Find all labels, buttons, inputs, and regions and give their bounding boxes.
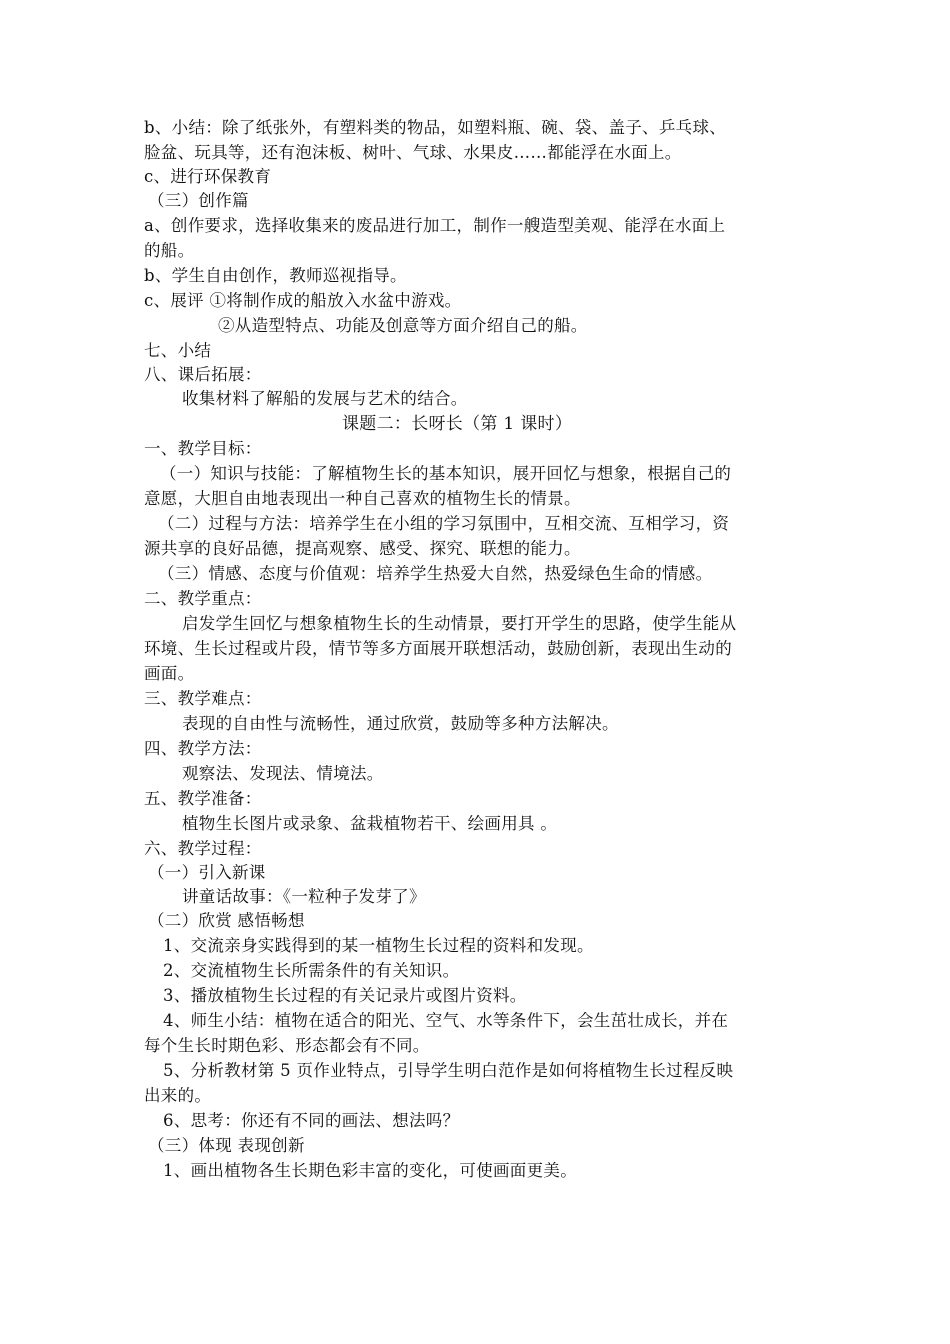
text-line: 1、交流亲身实践得到的某一植物生长过程的资料和发现。 <box>163 936 594 955</box>
section-heading: 七、小结 <box>144 341 212 360</box>
text-line: c、展评 ①将制作成的船放入水盆中游戏。 <box>144 291 462 310</box>
section-heading: 五、教学准备： <box>144 789 262 808</box>
text-line: ②从造型特点、功能及创意等方面介绍自己的船。 <box>218 316 588 335</box>
text-line: 1、画出植物各生长期色彩丰富的变化，可使画面更美。 <box>163 1161 577 1180</box>
section-heading: 三、教学难点： <box>144 689 262 708</box>
text-line: （三）情感、态度与价值观：培养学生热爱大自然，热爱绿色生命的情感。 <box>158 564 713 583</box>
text-line: 每个生长时期色彩、形态都会有不同。 <box>144 1036 430 1055</box>
text-line: 画面。 <box>144 664 195 683</box>
text-line: 2、交流植物生长所需条件的有关知识。 <box>163 961 460 980</box>
text-line: 4、师生小结：植物在适合的阳光、空气、水等条件下，会生茁壮成长，并在 <box>163 1011 729 1030</box>
text-line: 5、分析教材第 5 页作业特点，引导学生明白范作是如何将植物生长过程反映 <box>163 1061 734 1080</box>
text-line: 环境、生长过程或片段，情节等多方面展开联想活动，鼓励创新，表现出生动的 <box>144 639 732 658</box>
section-heading: 八、课后拓展： <box>144 365 262 384</box>
section-heading: （三）创作篇 <box>148 191 249 210</box>
text-line: （三）体现 表现创新 <box>148 1136 305 1155</box>
text-line: 讲童话故事：《一粒种子发芽了》 <box>182 887 426 906</box>
text-line: a、创作要求，选择收集来的废品进行加工，制作一艘造型美观、能浮在水面上 <box>144 216 726 235</box>
text-line: （一）知识与技能：了解植物生长的基本知识，展开回忆与想象，根据自己的 <box>160 464 732 483</box>
text-line: b、小结：除了纸张外，有塑料类的物品，如塑料瓶、碗、袋、盖子、乒乓球、 <box>144 118 727 137</box>
section-heading: 六、教学过程： <box>144 839 262 858</box>
text-line: 植物生长图片或录象、盆栽植物若干、绘画用具 。 <box>182 814 558 833</box>
text-line: 启发学生回忆与想象植物生长的生动情景，要打开学生的思路，使学生能从 <box>182 614 737 633</box>
text-line: （二）过程与方法：培养学生在小组的学习氛围中，互相交流、互相学习，资 <box>158 514 730 533</box>
text-line: 观察法、发现法、情境法。 <box>182 764 384 783</box>
text-line: 表现的自由性与流畅性，通过欣赏，鼓励等多种方法解决。 <box>182 714 619 733</box>
section-heading: 四、教学方法： <box>144 739 262 758</box>
text-line: 出来的。 <box>144 1086 212 1105</box>
text-line: 的船。 <box>144 241 195 260</box>
text-line: （二）欣赏 感悟畅想 <box>148 911 305 930</box>
text-line: 6、思考：你还有不同的画法、想法吗？ <box>163 1111 460 1130</box>
text-line: b、学生自由创作，教师巡视指导。 <box>144 266 407 285</box>
section-heading: 二、教学重点： <box>144 589 262 608</box>
text-line: 源共享的良好品德，提高观察、感受、探究、联想的能力。 <box>144 539 581 558</box>
lesson-title: 课题二：长呀长（第 1 课时） <box>342 414 573 434</box>
section-heading: 一、教学目标： <box>144 439 262 458</box>
text-line: 3、播放植物生长过程的有关记录片或图片资料。 <box>163 986 527 1005</box>
text-line: c、进行环保教育 <box>144 167 272 186</box>
text-line: 脸盆、玩具等，还有泡沫板、树叶、气球、水果皮……都能浮在水面上。 <box>144 143 682 162</box>
text-line: 意愿，大胆自由地表现出一种自己喜欢的植物生长的情景。 <box>144 489 581 508</box>
text-line: （一）引入新课 <box>148 863 266 882</box>
text-line: 收集材料了解船的发展与艺术的结合。 <box>182 389 468 408</box>
